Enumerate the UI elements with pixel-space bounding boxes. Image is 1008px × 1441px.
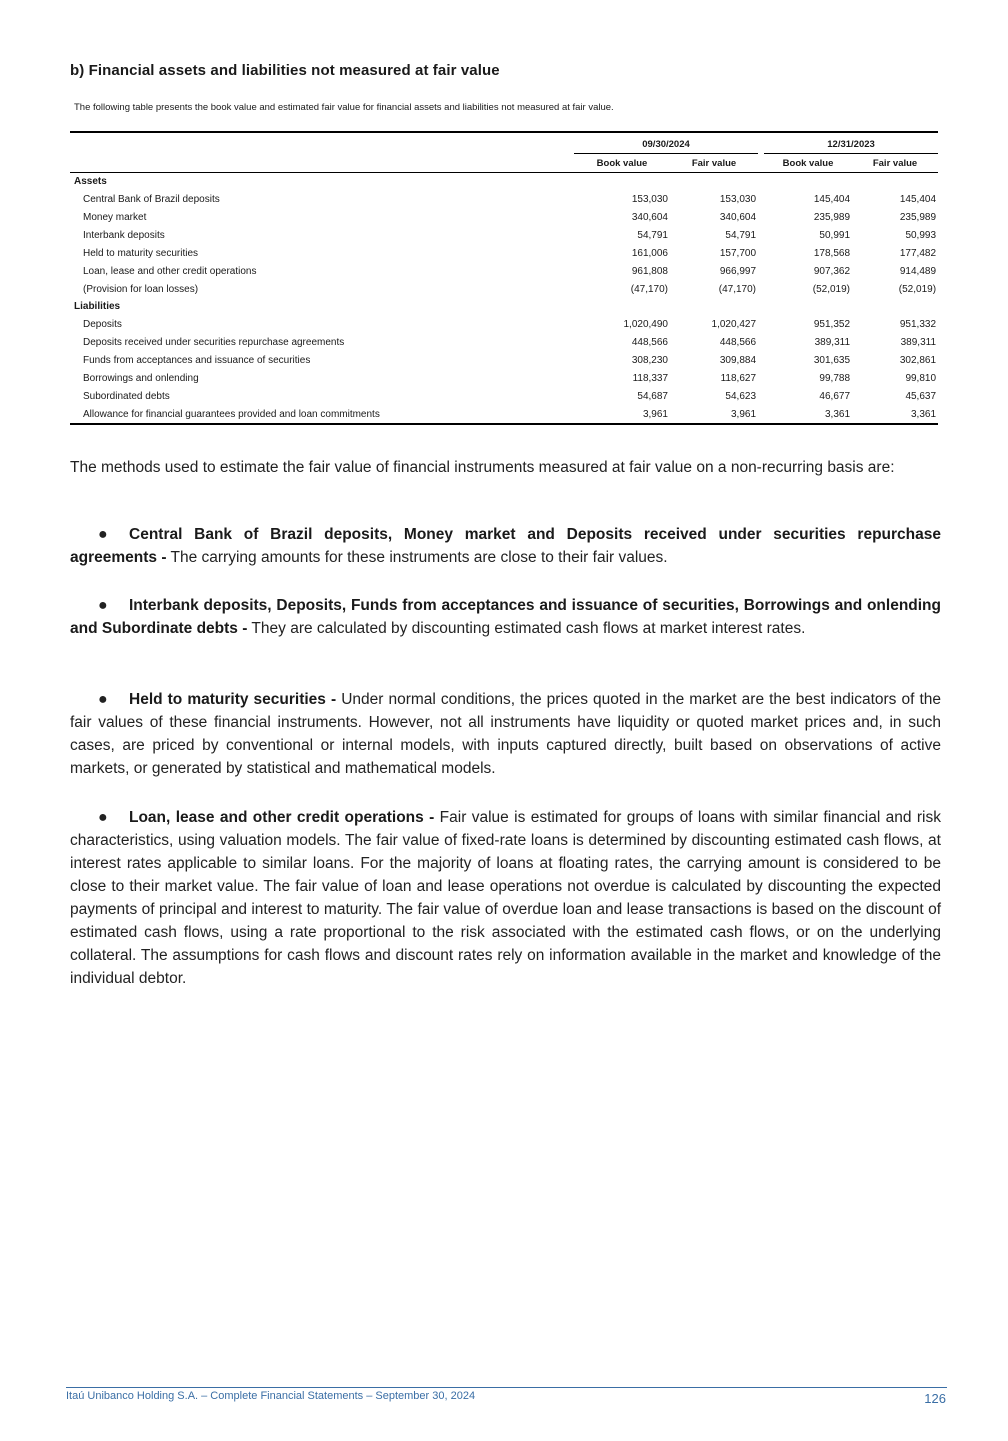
bullet-lead: Central Bank of Brazil deposits, Money market and Deposits received under securities repurchase agreements - [70,526,941,566]
table-row [70,333,938,351]
col-fair-value-2024: Fair value [670,154,758,173]
fair-value-2023: 302,861 [899,354,937,366]
fair-value-2024: (47,170) [718,283,757,295]
bullet-icon: ● [98,691,108,708]
book-value-2023: 99,788 [819,372,851,384]
row-label: Loan, lease and other credit operations [83,265,257,277]
table-row [70,351,938,369]
bullet-text: The carrying amounts for these instruments are close to their fair values. [166,549,668,566]
book-value-2024: 161,006 [631,247,668,259]
table-row [70,208,938,226]
bullet-icon: ● [98,526,108,543]
row-label: Deposits received under securities repurchase agreements [83,336,345,348]
fair-value-2024: 118,627 [720,372,757,384]
fair-value-2023: 99,810 [905,372,937,384]
fair-value-2024: 1,020,427 [711,318,757,330]
row-label: Central Bank of Brazil deposits [83,193,220,205]
row-label: Money market [83,211,147,223]
bullet-icon: ● [98,597,108,614]
bullet-text: Fair value is estimated for groups of loans with similar financial and risk characteristics, using valuation models. The fair value of fixed-rate loans is determined by discounting estimated cash flows, at interest rates applicable to similar loans. For the majority of loans at floating rates, the carrying amount is considered to be close to their market value. The fair value of loan and lease operations not overdue is calculated by discounting the expected payments of principal and interest to maturity. The fair value of overdue loan and lease transactions is based on the discount of estimated cash flows, using a rate proportional to the risk associated with the estimated cash flows, or on the underlying collateral. The assumptions for cash flows and discount rates rely on information available in the market and knowledge of the individual debtor. [70,809,941,987]
book-value-2023: 178,568 [813,247,851,259]
footer-divider [66,1387,947,1388]
book-value-2023: 301,635 [813,354,851,366]
bullet-item [70,806,941,990]
fair-value-2023: 50,993 [905,229,937,241]
table-row [70,280,938,298]
book-value-2024: 153,030 [631,193,668,205]
fair-value-2024: 157,700 [719,247,757,259]
fair-value-2023: 951,332 [899,318,937,330]
row-label: Held to maturity securities [83,247,199,259]
book-value-2023: 235,989 [813,211,851,223]
fair-value-2023: 145,404 [899,193,937,205]
fair-value-2023: 235,989 [899,211,937,223]
fair-value-2024: 54,623 [725,390,757,402]
fair-value-2023: 3,361 [911,408,937,420]
bullet-item [70,594,941,640]
date-header-row [70,132,938,154]
col-book-value-2024: Book value [574,154,670,173]
book-value-2023: 951,352 [813,318,851,330]
fair-value-2024: 966,997 [719,265,757,277]
fair-value-2024: 340,604 [719,211,757,223]
group-row [70,298,938,315]
col-book-value-2023: Book value [764,154,852,173]
book-value-2024: (47,170) [630,283,668,295]
row-label: Funds from acceptances and issuance of securities [83,354,311,366]
fair-value-2024: 448,566 [719,336,757,348]
row-label: Deposits [83,318,122,330]
page-number: 126 [924,1391,946,1406]
bullet-lead: Held to maturity securities - [129,691,337,708]
bullet-item [70,688,941,780]
book-value-2023: 50,991 [819,229,851,241]
bullet-item [70,523,941,569]
bullet-icon: ● [98,809,108,826]
table-row [70,405,938,424]
book-value-2024: 308,230 [631,354,668,366]
book-value-2023: (52,019) [812,283,851,295]
fair-value-2024: 54,791 [725,229,757,241]
group-label: Liabilities [74,301,121,312]
table-row [70,226,938,244]
book-value-2024: 448,566 [631,336,668,348]
table-row [70,387,938,405]
fair-value-2023: 177,482 [899,247,937,259]
bullet-lead: Loan, lease and other credit operations - [129,809,435,826]
bullet-text: They are calculated by discounting estimated cash flows at market interest rates. [247,620,806,637]
table-row [70,244,938,262]
row-label: Subordinated debts [83,390,170,402]
book-value-2024: 1,020,490 [623,318,668,330]
table-row [70,262,938,280]
book-value-2024: 340,604 [631,211,668,223]
footer-text: Itaú Unibanco Holding S.A. – Complete Financial Statements – September 30, 2024 [66,1390,476,1402]
table-row [70,369,938,387]
bullet-lead: Interbank deposits, Deposits, Funds from acceptances and issuance of securities, Borrowings and onlending and Subordinate debts - [70,597,941,637]
group-row [70,173,938,191]
table-row [70,190,938,208]
book-value-2023: 3,361 [824,408,851,420]
row-label: (Provision for loan losses) [83,283,199,295]
fair-value-2023: 914,489 [899,265,937,277]
fair-value-2023: (52,019) [898,283,937,295]
col-fair-value-2023: Fair value [852,154,938,173]
group-label: Assets [74,176,107,187]
fair-value-2024: 3,961 [730,408,757,420]
methods-intro: The methods used to estimate the fair value of financial instruments measured at fair value on a non-recurring basis are: [70,459,895,476]
row-label: Allowance for financial guarantees provided and loan commitments [83,408,380,420]
book-value-2024: 118,337 [632,372,668,384]
fair-value-2023: 389,311 [900,336,937,348]
bullet-text: Under normal conditions, the prices quoted in the market are the best indicators of the fair values of these financial instruments. However, not all instruments have liquidity or quoted market prices and, in such cases, are priced by conventional or internal models, with inputs captured directly, built based on observations of active markets, or generated by statistical and mathematical models. [70,691,941,777]
book-value-2024: 961,808 [631,265,668,277]
fair-value-2024: 309,884 [719,354,757,366]
book-value-2024: 3,961 [642,408,668,420]
book-value-2023: 907,362 [813,265,851,277]
column-header-row [70,154,938,173]
book-value-2024: 54,791 [637,229,668,241]
date-header-2024: 09/30/2024 [574,132,758,154]
row-label: Interbank deposits [83,229,165,241]
row-label: Borrowings and onlending [83,372,199,384]
fair-value-table [70,131,938,425]
book-value-2023: 46,677 [819,390,851,402]
table-intro: The following table presents the book value and estimated fair value for financial assets and liabilities not measured at fair value. [74,102,614,113]
book-value-2024: 54,687 [637,390,668,402]
table-row [70,315,938,333]
date-header-2023: 12/31/2023 [764,132,938,154]
section-title: b) Financial assets and liabilities not measured at fair value [70,62,500,79]
book-value-2023: 389,311 [814,336,851,348]
fair-value-2024: 153,030 [719,193,757,205]
book-value-2023: 145,404 [813,193,851,205]
fair-value-2023: 45,637 [905,390,937,402]
